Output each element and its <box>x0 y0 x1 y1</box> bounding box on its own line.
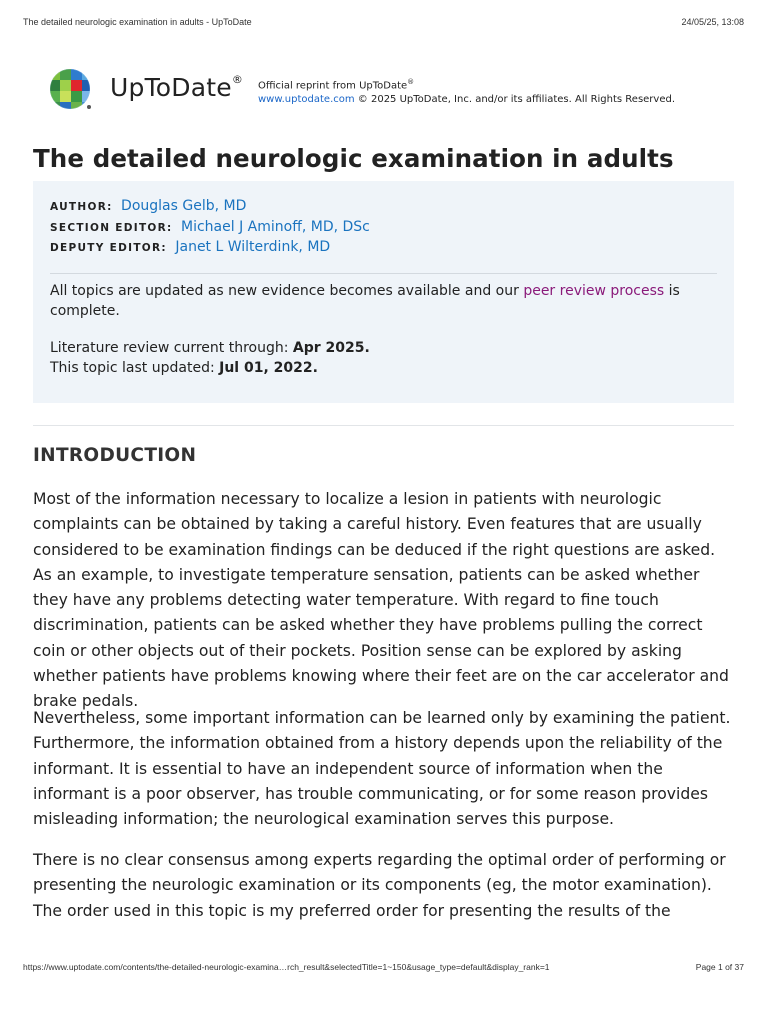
author-role: AUTHOR: <box>50 201 113 213</box>
deputy-editor-link[interactable]: Janet L Wilterdink, MD <box>175 239 331 255</box>
section-heading: INTRODUCTION <box>33 445 197 466</box>
reprint-notice <box>258 75 675 107</box>
brand-name: UpToDate® <box>110 72 244 102</box>
paragraph-1: Most of the information necessary to localize a lesion in patients with neurologic complaints can be obtained by taking a careful history. Even features that are usually considered to be examination findings can be deduced if the right questions are asked. As an example, to investigate temperature sensation, patients can be asked whether they have any problems detecting water temperature. With regard to fine touch discrimination, patients can be asked whether they have problems pulling the correct coin or other objects out of their pockets. Position sense can be explored by asking whether patients have problems knowing where their feet are on the car accelerator and brake pedals. <box>33 490 729 711</box>
print-header <box>0 17 768 33</box>
update-notice: All topics are updated as new evidence becomes available and our peer review process is complete. <box>50 283 680 319</box>
uptodate-logo-icon <box>49 69 93 113</box>
last-updated: This topic last updated: Jul 01, 2022. <box>50 360 318 376</box>
paragraph-3: There is no clear consensus among experts regarding the optimal order of performing or presenting the neurologic examination or its components (eg, the motor examination). The order used in this topic is my preferred order for presenting the results of the <box>33 851 726 920</box>
deputy-editor-row <box>50 238 330 257</box>
print-header-title: The detailed neurologic examination in adults - UpToDate <box>23 17 252 27</box>
section-editor-link[interactable]: Michael J Aminoff, MD, DSc <box>181 219 370 235</box>
page-number: Page 1 of 37 <box>695 962 744 972</box>
print-footer-url: https://www.uptodate.com/contents/the-detailed-neurologic-examina…rch_result&selectedTitle=1~150&usage_type=default&display_rank=1 <box>23 962 550 972</box>
section-editor-row <box>50 218 370 237</box>
reprint-line: Official reprint from UpToDate® <box>258 78 415 92</box>
paragraph-2: Nevertheless, some important information can be learned only by examining the patient. Furthermore, the information obtained from a history depends upon the reliability of the informant. It is essential to have an independent source of information when the informant is a poor observer, has trouble communicating, or for some reason provides misleading information; the neurological examination serves this purpose. <box>33 709 731 829</box>
copyright-line: www.uptodate.com © 2025 UpToDate, Inc. and/or its affiliates. All Rights Reserved. <box>258 94 676 106</box>
print-header-datetime: 24/05/25, 13:08 <box>681 17 744 27</box>
peer-review-link[interactable]: peer review process <box>523 283 665 299</box>
section-divider <box>33 425 734 426</box>
print-footer <box>0 962 768 976</box>
deputy-editor-role: DEPUTY EDITOR: <box>50 242 167 254</box>
author-link[interactable]: Douglas Gelb, MD <box>121 198 247 214</box>
author-row <box>50 197 246 216</box>
topic-info-box <box>33 181 734 403</box>
section-editor-role: SECTION EDITOR: <box>50 222 173 234</box>
info-divider <box>50 273 717 274</box>
literature-review: Literature review current through: Apr 2025. <box>50 340 370 356</box>
page-title: The detailed neurologic examination in adults <box>33 144 674 173</box>
uptodate-link[interactable]: www.uptodate.com <box>258 94 355 106</box>
